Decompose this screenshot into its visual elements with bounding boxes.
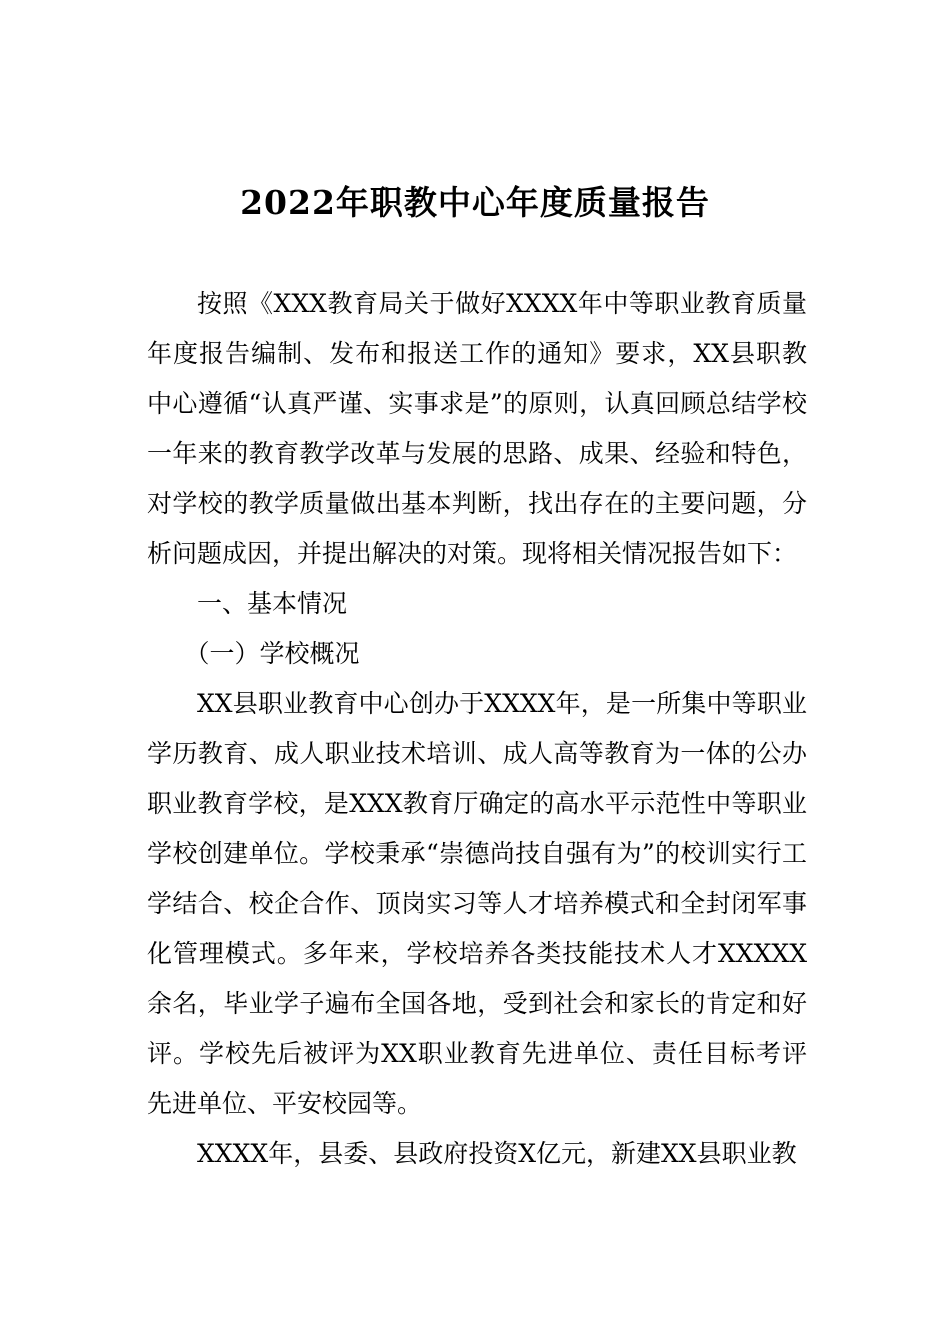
school-overview-paragraph: XX县职业教育中心创办于XXXX年，是一所集中等职业学历教育、成人职业技术培训、成人高等教育为一体的公办职业教育学校，是XXX教育厅确定的高水平示范性中等职业学校创建单位。学校秉承“崇德尚技自强有为”的校训实行工学结合、校企合作、顶岗实习等人才培养模式和全封闭军事化管理模式。多年来，学校培养各类技能技术人才XXXXX余名，毕业学子遍布全国各地，受到社会和家长的肯定和好评。学校先后被评为XX职业教育先进单位、责任目标考评先进单位、平安校园等。 (147, 689, 807, 1118)
subsection-heading-school-overview: （一）学校概况 (184, 639, 360, 668)
investment-paragraph: XXXX年，县委、县政府投资X亿元，新建XX县职业教 (197, 1139, 797, 1168)
document-title: 2022年职教中心年度质量报告 (240, 183, 710, 222)
intro-paragraph: 按照《XXX教育局关于做好XXXX年中等职业教育质量年度报告编制、发布和报送工作的通知》要求，XX县职教中心遵循“认真严谨、实事求是”的原则，认真回顾总结学校一年来的教育教学改革与发展的思路、成果、经验和特色，对学校的教学质量做出基本判断，找出存在的主要问题，分析问题成因，并提出解决的对策。现将相关情况报告如下： (147, 289, 807, 568)
section-heading-basic-situation: 一、基本情况 (197, 589, 348, 618)
document-body (147, 279, 807, 1179)
